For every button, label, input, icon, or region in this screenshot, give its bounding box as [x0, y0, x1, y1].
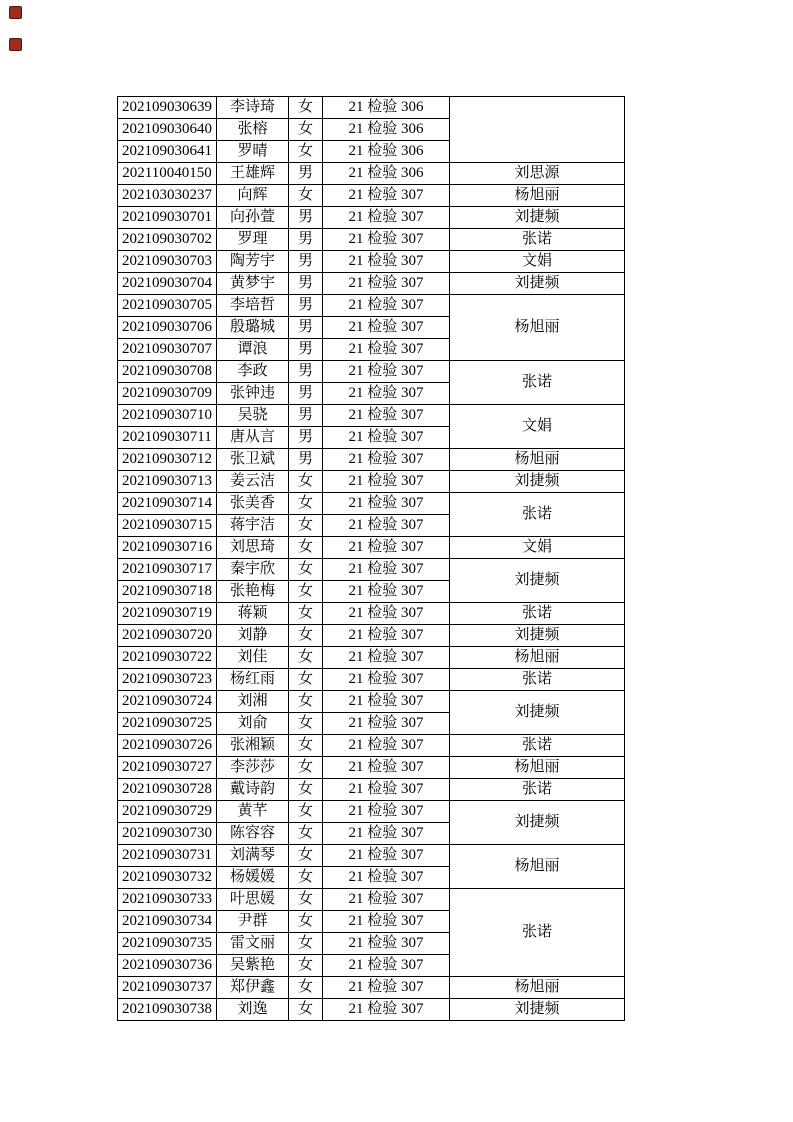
class-cell: 21 检验 307	[323, 911, 450, 933]
gender-cell: 女	[289, 801, 323, 823]
class-cell: 21 检验 307	[323, 889, 450, 911]
gender-cell: 女	[289, 999, 323, 1021]
gender-cell: 女	[289, 955, 323, 977]
student-id-cell: 202109030707	[118, 339, 217, 361]
student-name-cell: 李培哲	[217, 295, 289, 317]
table-row	[118, 163, 625, 185]
table-row	[118, 273, 625, 295]
student-id-cell: 202109030737	[118, 977, 217, 999]
student-name-cell: 张湘颖	[217, 735, 289, 757]
table-row	[118, 757, 625, 779]
student-name-cell: 戴诗韵	[217, 779, 289, 801]
gender-cell: 女	[289, 823, 323, 845]
student-id-cell: 202109030716	[118, 537, 217, 559]
gender-cell: 女	[289, 119, 323, 141]
student-id-cell: 202109030710	[118, 405, 217, 427]
table-row	[118, 801, 625, 823]
class-cell: 21 检验 307	[323, 207, 450, 229]
class-cell: 21 检验 307	[323, 735, 450, 757]
gender-cell: 男	[289, 295, 323, 317]
class-cell: 21 检验 307	[323, 449, 450, 471]
student-name-cell: 刘俞	[217, 713, 289, 735]
teacher-cell: 张诺	[450, 779, 625, 801]
class-cell: 21 检验 306	[323, 163, 450, 185]
class-cell: 21 检验 307	[323, 251, 450, 273]
class-cell: 21 检验 307	[323, 999, 450, 1021]
student-name-cell: 向辉	[217, 185, 289, 207]
roster-body	[118, 97, 625, 1021]
student-id-cell: 202109030714	[118, 493, 217, 515]
teacher-cell: 张诺	[450, 603, 625, 625]
student-name-cell: 黄梦宇	[217, 273, 289, 295]
gender-cell: 男	[289, 229, 323, 251]
table-row	[118, 185, 625, 207]
class-cell: 21 检验 307	[323, 603, 450, 625]
class-cell: 21 检验 307	[323, 779, 450, 801]
student-name-cell: 陈容容	[217, 823, 289, 845]
class-cell: 21 检验 307	[323, 647, 450, 669]
student-id-cell: 202109030726	[118, 735, 217, 757]
student-id-cell: 202109030723	[118, 669, 217, 691]
class-cell: 21 检验 307	[323, 515, 450, 537]
gender-cell: 男	[289, 273, 323, 295]
teacher-cell: 张诺	[450, 669, 625, 691]
class-cell: 21 检验 307	[323, 383, 450, 405]
teacher-cell: 文娟	[450, 251, 625, 273]
gender-cell: 女	[289, 97, 323, 119]
student-name-cell: 李诗琦	[217, 97, 289, 119]
teacher-cell: 刘捷频	[450, 471, 625, 493]
table-row	[118, 449, 625, 471]
gender-cell: 女	[289, 515, 323, 537]
table-row	[118, 207, 625, 229]
table-row	[118, 559, 625, 581]
table-row	[118, 977, 625, 999]
student-id-cell: 202109030727	[118, 757, 217, 779]
student-name-cell: 叶思媛	[217, 889, 289, 911]
class-cell: 21 检验 307	[323, 933, 450, 955]
teacher-cell: 张诺	[450, 889, 625, 977]
student-name-cell: 郑伊鑫	[217, 977, 289, 999]
class-cell: 21 检验 307	[323, 295, 450, 317]
image-placeholder-marker	[9, 6, 22, 19]
student-id-cell: 202109030724	[118, 691, 217, 713]
student-id-cell: 202110040150	[118, 163, 217, 185]
teacher-cell: 文娟	[450, 537, 625, 559]
student-id-cell: 202109030706	[118, 317, 217, 339]
student-id-cell: 202109030717	[118, 559, 217, 581]
student-name-cell: 谭浪	[217, 339, 289, 361]
table-row	[118, 625, 625, 647]
student-name-cell: 张卫斌	[217, 449, 289, 471]
class-cell: 21 检验 307	[323, 537, 450, 559]
student-id-cell: 202109030730	[118, 823, 217, 845]
table-row	[118, 603, 625, 625]
gender-cell: 女	[289, 537, 323, 559]
student-id-cell: 202109030715	[118, 515, 217, 537]
class-cell: 21 检验 307	[323, 471, 450, 493]
gender-cell: 女	[289, 735, 323, 757]
table-row	[118, 669, 625, 691]
student-roster-table	[117, 96, 625, 1021]
student-name-cell: 刘逸	[217, 999, 289, 1021]
student-name-cell: 张艳梅	[217, 581, 289, 603]
teacher-cell: 张诺	[450, 229, 625, 251]
student-name-cell: 雷文丽	[217, 933, 289, 955]
student-id-cell: 202109030711	[118, 427, 217, 449]
student-id-cell: 202109030704	[118, 273, 217, 295]
teacher-cell	[450, 97, 625, 163]
student-id-cell: 202109030702	[118, 229, 217, 251]
teacher-cell: 刘捷频	[450, 691, 625, 735]
student-id-cell: 202109030733	[118, 889, 217, 911]
student-id-cell: 202109030734	[118, 911, 217, 933]
gender-cell: 女	[289, 581, 323, 603]
student-name-cell: 黄芊	[217, 801, 289, 823]
student-id-cell: 202109030701	[118, 207, 217, 229]
gender-cell: 男	[289, 383, 323, 405]
student-name-cell: 向孙萱	[217, 207, 289, 229]
student-name-cell: 姜云洁	[217, 471, 289, 493]
gender-cell: 女	[289, 933, 323, 955]
table-row	[118, 779, 625, 801]
teacher-cell: 刘捷频	[450, 559, 625, 603]
gender-cell: 女	[289, 141, 323, 163]
student-name-cell: 秦宇欣	[217, 559, 289, 581]
student-id-cell: 202109030712	[118, 449, 217, 471]
gender-cell: 女	[289, 845, 323, 867]
table-row	[118, 735, 625, 757]
student-id-cell: 202109030738	[118, 999, 217, 1021]
class-cell: 21 检验 307	[323, 845, 450, 867]
table-row	[118, 845, 625, 867]
student-name-cell: 杨媛媛	[217, 867, 289, 889]
class-cell: 21 检验 307	[323, 955, 450, 977]
class-cell: 21 检验 307	[323, 823, 450, 845]
student-name-cell: 刘满琴	[217, 845, 289, 867]
student-name-cell: 吴紫艳	[217, 955, 289, 977]
teacher-cell: 张诺	[450, 493, 625, 537]
class-cell: 21 检验 307	[323, 361, 450, 383]
class-cell: 21 检验 307	[323, 713, 450, 735]
gender-cell: 女	[289, 185, 323, 207]
class-cell: 21 检验 307	[323, 427, 450, 449]
gender-cell: 男	[289, 427, 323, 449]
gender-cell: 男	[289, 361, 323, 383]
class-cell: 21 检验 307	[323, 493, 450, 515]
student-name-cell: 吴骁	[217, 405, 289, 427]
gender-cell: 女	[289, 779, 323, 801]
class-cell: 21 检验 307	[323, 405, 450, 427]
class-cell: 21 检验 307	[323, 229, 450, 251]
student-id-cell: 202109030722	[118, 647, 217, 669]
gender-cell: 男	[289, 317, 323, 339]
table-row	[118, 405, 625, 427]
student-id-cell: 202109030641	[118, 141, 217, 163]
class-cell: 21 检验 307	[323, 977, 450, 999]
student-id-cell: 202109030705	[118, 295, 217, 317]
student-id-cell: 202109030709	[118, 383, 217, 405]
student-id-cell: 202109030736	[118, 955, 217, 977]
teacher-cell: 刘捷频	[450, 999, 625, 1021]
student-name-cell: 罗晴	[217, 141, 289, 163]
gender-cell: 男	[289, 251, 323, 273]
table-row	[118, 647, 625, 669]
class-cell: 21 检验 307	[323, 559, 450, 581]
student-name-cell: 刘思琦	[217, 537, 289, 559]
gender-cell: 女	[289, 713, 323, 735]
student-name-cell: 张榕	[217, 119, 289, 141]
teacher-cell: 杨旭丽	[450, 449, 625, 471]
teacher-cell: 刘捷频	[450, 273, 625, 295]
class-cell: 21 检验 307	[323, 669, 450, 691]
teacher-cell: 刘捷频	[450, 625, 625, 647]
table-row	[118, 97, 625, 119]
class-cell: 21 检验 306	[323, 97, 450, 119]
gender-cell: 女	[289, 471, 323, 493]
student-name-cell: 杨红雨	[217, 669, 289, 691]
student-name-cell: 王雄辉	[217, 163, 289, 185]
student-id-cell: 202109030735	[118, 933, 217, 955]
teacher-cell: 刘捷频	[450, 801, 625, 845]
class-cell: 21 检验 307	[323, 339, 450, 361]
student-id-cell: 202109030719	[118, 603, 217, 625]
student-name-cell: 刘佳	[217, 647, 289, 669]
class-cell: 21 检验 307	[323, 867, 450, 889]
class-cell: 21 检验 307	[323, 691, 450, 713]
student-name-cell: 殷璐城	[217, 317, 289, 339]
table-row	[118, 493, 625, 515]
student-id-cell: 202109030728	[118, 779, 217, 801]
student-id-cell: 202109030703	[118, 251, 217, 273]
image-placeholder-marker	[9, 38, 22, 51]
gender-cell: 男	[289, 449, 323, 471]
class-cell: 21 检验 306	[323, 119, 450, 141]
table-row	[118, 537, 625, 559]
student-id-cell: 202109030639	[118, 97, 217, 119]
table-row	[118, 471, 625, 493]
student-name-cell: 李莎莎	[217, 757, 289, 779]
student-name-cell: 唐从言	[217, 427, 289, 449]
class-cell: 21 检验 306	[323, 141, 450, 163]
gender-cell: 女	[289, 647, 323, 669]
student-id-cell: 202109030725	[118, 713, 217, 735]
student-id-cell: 202109030718	[118, 581, 217, 603]
gender-cell: 女	[289, 977, 323, 999]
student-name-cell: 蒋宇洁	[217, 515, 289, 537]
gender-cell: 女	[289, 493, 323, 515]
student-id-cell: 202109030640	[118, 119, 217, 141]
gender-cell: 女	[289, 867, 323, 889]
gender-cell: 女	[289, 889, 323, 911]
class-cell: 21 检验 307	[323, 273, 450, 295]
student-name-cell: 张美香	[217, 493, 289, 515]
teacher-cell: 张诺	[450, 735, 625, 757]
gender-cell: 女	[289, 559, 323, 581]
student-id-cell: 202109030713	[118, 471, 217, 493]
gender-cell: 男	[289, 163, 323, 185]
gender-cell: 女	[289, 911, 323, 933]
teacher-cell: 杨旭丽	[450, 295, 625, 361]
gender-cell: 男	[289, 339, 323, 361]
class-cell: 21 检验 307	[323, 625, 450, 647]
student-name-cell: 刘湘	[217, 691, 289, 713]
table-row	[118, 361, 625, 383]
gender-cell: 女	[289, 669, 323, 691]
student-name-cell: 李政	[217, 361, 289, 383]
teacher-cell: 杨旭丽	[450, 845, 625, 889]
student-id-cell: 202109030729	[118, 801, 217, 823]
student-id-cell: 202109030720	[118, 625, 217, 647]
student-name-cell: 刘静	[217, 625, 289, 647]
table-row	[118, 999, 625, 1021]
table-row	[118, 251, 625, 273]
class-cell: 21 检验 307	[323, 801, 450, 823]
student-id-cell: 202109030731	[118, 845, 217, 867]
gender-cell: 男	[289, 405, 323, 427]
class-cell: 21 检验 307	[323, 581, 450, 603]
student-id-cell: 202109030708	[118, 361, 217, 383]
teacher-cell: 刘捷频	[450, 207, 625, 229]
class-cell: 21 检验 307	[323, 185, 450, 207]
student-id-cell: 202103030237	[118, 185, 217, 207]
table-row	[118, 229, 625, 251]
table-row	[118, 889, 625, 911]
class-cell: 21 检验 307	[323, 757, 450, 779]
table-row	[118, 295, 625, 317]
gender-cell: 女	[289, 603, 323, 625]
student-name-cell: 张钟违	[217, 383, 289, 405]
class-cell: 21 检验 307	[323, 317, 450, 339]
teacher-cell: 杨旭丽	[450, 977, 625, 999]
teacher-cell: 文娟	[450, 405, 625, 449]
student-id-cell: 202109030732	[118, 867, 217, 889]
teacher-cell: 杨旭丽	[450, 647, 625, 669]
student-name-cell: 尹群	[217, 911, 289, 933]
teacher-cell: 杨旭丽	[450, 757, 625, 779]
teacher-cell: 张诺	[450, 361, 625, 405]
teacher-cell: 刘思源	[450, 163, 625, 185]
gender-cell: 女	[289, 625, 323, 647]
gender-cell: 男	[289, 207, 323, 229]
student-name-cell: 罗理	[217, 229, 289, 251]
gender-cell: 女	[289, 691, 323, 713]
table-row	[118, 691, 625, 713]
teacher-cell: 杨旭丽	[450, 185, 625, 207]
student-name-cell: 蒋颖	[217, 603, 289, 625]
student-name-cell: 陶芳宇	[217, 251, 289, 273]
gender-cell: 女	[289, 757, 323, 779]
